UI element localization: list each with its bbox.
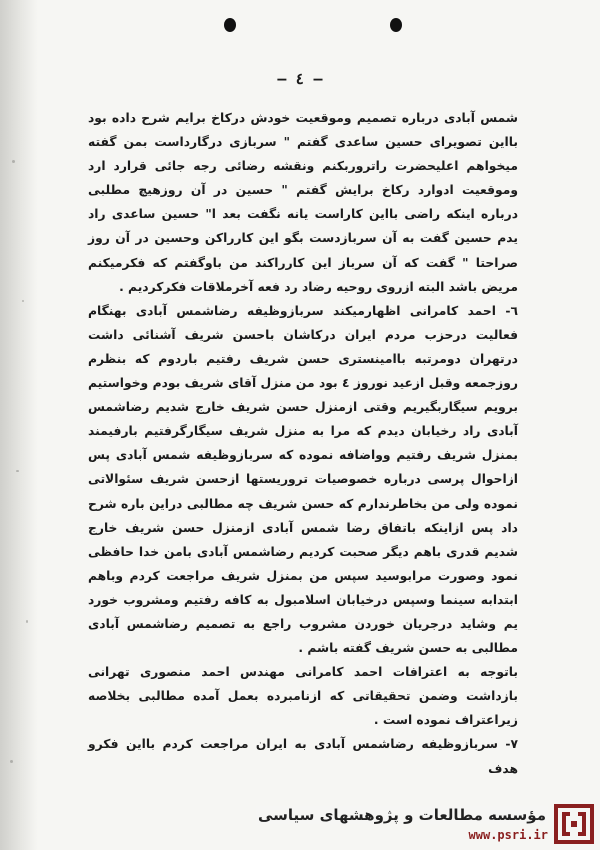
document-body bbox=[88, 106, 518, 781]
page-number: — ٤ — bbox=[277, 70, 323, 88]
punch-hole bbox=[224, 18, 236, 32]
scan-speck bbox=[22, 300, 24, 302]
paragraph: باتوجه به اعترافات احمد کامرانی مهندس احمد منصوری تهرانی بازداشت وضمن تحقیقاتی که ازنامبرده بعمل آمده مطالبی بخلاصه زیراعتراف نموده است . bbox=[88, 665, 518, 728]
scan-speck bbox=[12, 160, 15, 163]
paragraph: ٦- احمد کامرانی اظهارمیکند سربازوظیفه رضاشمس آبادی بهنگام فعالیت درحزب مردم ایران درکاشان باحسن شریف آشنائی داشت درتهران دومرتبه باامینستری حسن شریف رفتیم باردوم که بنظرم روزجمعه وقبل ازعید نوروز ٤ بود من منزل آقای شریف بودم وخواستیم برویم سیگاربگیریم وقتی ازمنزل حسن شریف خارج شدیم رضاشمس آبادی راد رخیابان دیدم که مرا به منزل شریف سیگارگرفتیم بارفیمند بمنزل شریف رفتیم وواضافه نموده که سربازوظیفه شمس آبادی پس ازاحوال پرسی درباره خصوصیات تروریستها ازحسن شریف سئوالاتی نموده ولی من بخاطرندارم که حسن شریف چه مطالبی دراین باره شرح داد پس ازاینکه باتفاق رضا شمس آبادی ازمنزل حسن شریف خارج شدیم قدری باهم دیگر صحبت کردیم رضاشمس آبادی بامن خدا حافظی نمود وصورت مرابوسید سپس من بمنزل شریف مراجعت کردم وباهم ابتدابه سینما وسپس درخیابان اسلامبول به کافه رفتیم ومشروب خورد یم وشاید درجریان خوردن مشروب راجع به تصمیم رضاشمس آبادی مطالبی به حسن شریف گفته باشم . bbox=[88, 303, 518, 656]
institute-title: مؤسسه مطالعات و پژوهشهای سیاسی bbox=[257, 806, 546, 824]
institute-url[interactable]: www.psri.ir bbox=[468, 828, 548, 842]
scan-speck bbox=[10, 760, 13, 763]
scan-speck bbox=[26, 620, 28, 623]
psri-logo-icon bbox=[554, 804, 594, 844]
scan-speck bbox=[16, 470, 19, 472]
punch-hole bbox=[390, 18, 402, 32]
paragraph: ٧- سربازوظیفه رضاشمس آبادی به ایران مراجعت کردم بااین فکرو هدف bbox=[88, 737, 518, 776]
scan-shadow-edge bbox=[0, 0, 38, 850]
paragraph: شمس آبادی درباره تصمیم وموقعیت خودش درکاخ برایم شرح داده بود بااین تصویرای حسین ساعدی گفتم " سربازی درگارداست بمن گفته میخواهم اعلیحضرت راتروربکنم ونقشه رضائی رجه جائی قرارد ارد وموقعیت ادوارد رکاخ برایش گفتم " حسین در آن روزهیچ مطلبی درباره اینکه راضی بااین کاراست یانه نگفت بعد ا" حسین ساعدی راد یدم حسین گفت به آن سربازدست بگو این کارراکن وحسین در آن روز صراحتا " گفت که آن سرباز این کارراکند من باوگفتم که فکرمیکنم مریض باشد البته ازروی روحیه رضاد رد فعه آخرملاقات فکرکردیم . bbox=[88, 111, 518, 294]
institute-watermark bbox=[257, 800, 600, 850]
